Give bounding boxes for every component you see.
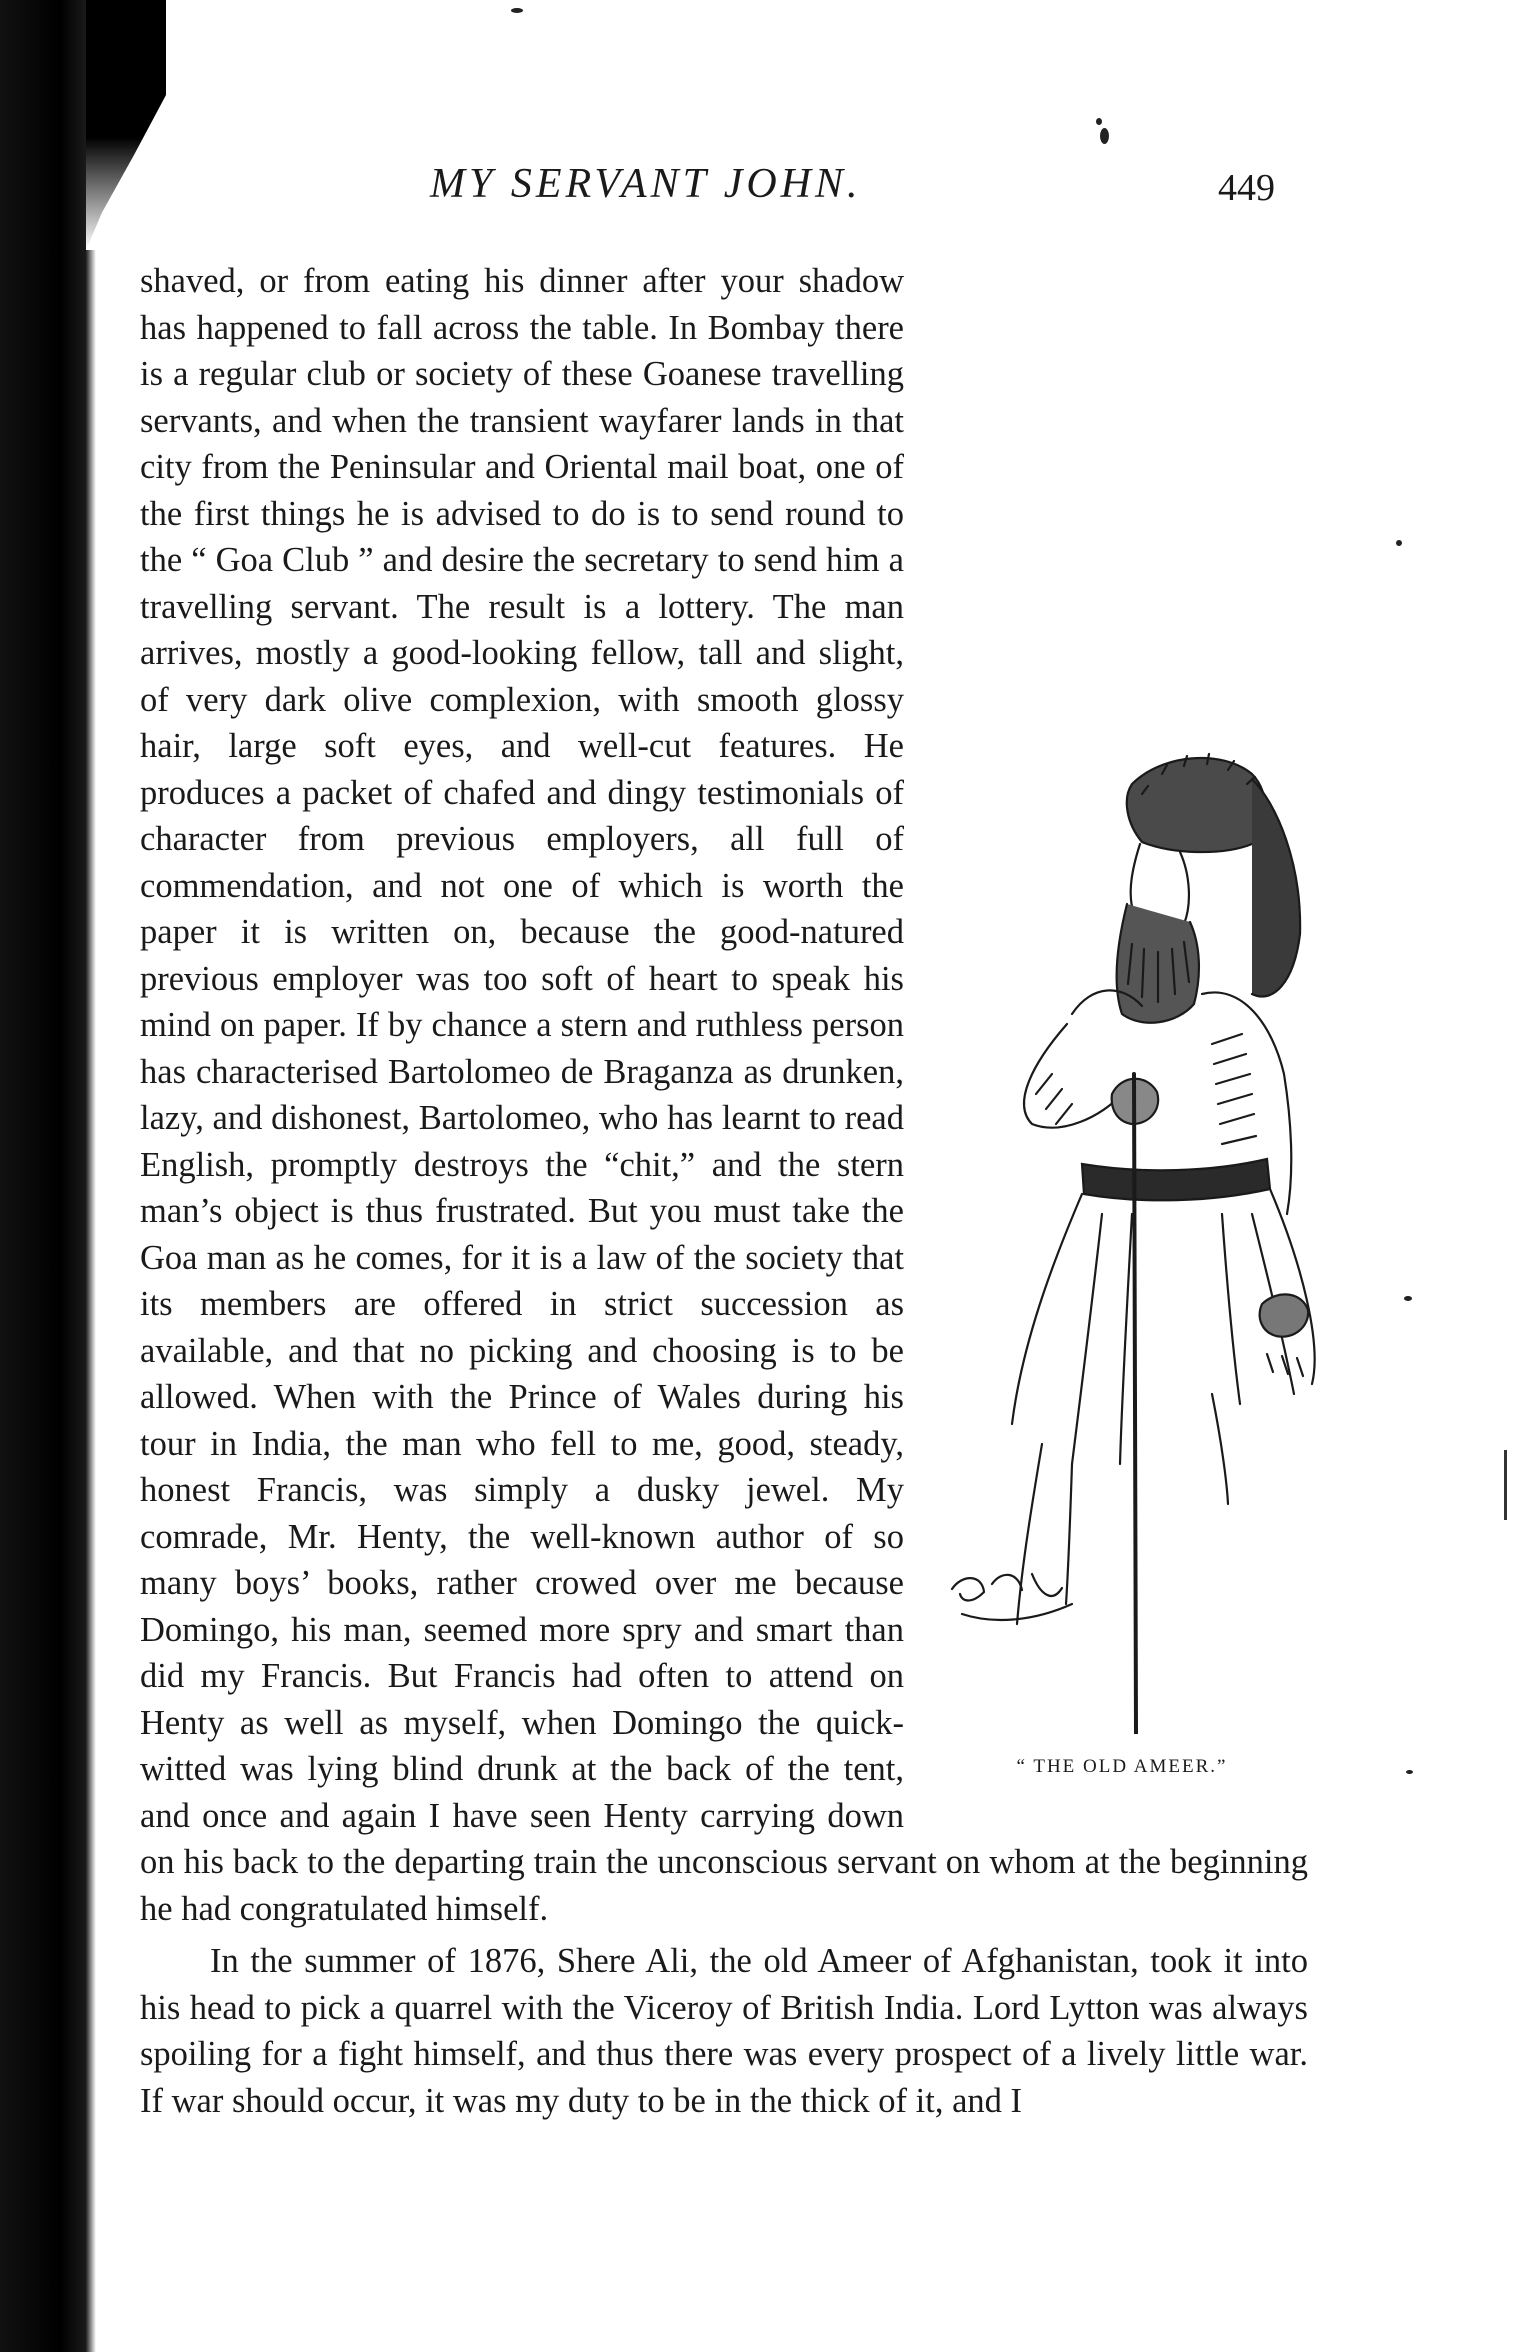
ink-speck <box>1406 1770 1413 1774</box>
paragraph-1: shaved, or from eating his dinner after your shadow has happened to fall across the table. In Bombay there is a regular club or society of these Goanese travelling servants, and when the transient wayfarer lands in that city from the Peninsular and Oriental mail boat, one of the first things he is advised to do is to send round to the “ Goa Club ” and desire the secretary to send him a travelling servant. The result is a lottery. The man arrives, mostly a good-looking fellow, tall and slight, of very dark olive complexion, with smooth glossy hair, large soft eyes, and well-cut features. He produces a packet of chafed and dingy testimonials of character from previous employers, all full of commendation, and not one of which is worth the paper it is written on, because the good-natured previous employer was too soft of heart to speak his mind on paper. If by chance a stern and ruthless person has characterised Bartolomeo de Braganza as drunken, lazy, and dishonest, Bartolomeo, who has learnt to read English, promptly destroys the “chit,” and the stern man’s object is thus frustrated. But you must take the Goa man as he comes, for it is a law of the society that its members are offered in strict succession as available, and that no picking and choosing is to be allowed. When with the Prince of Wales during his tour in India, the man who fell to me, good, steady, honest Francis, was simply a dusky jewel. My comrade, Mr. Henty, the well-known author of so many boys’ books, rather crowed over me because Domingo, his man, seemed more spry and smart than did my Francis. But Francis had often to attend on Henty as well as myself, when Domingo the quick-witted was lying blind drunk at the back of the tent, and once and again I have seen Henty carrying down on his back to the departing train the unconscious servant on whom at the beginning he had congratulated himself. <box>140 262 1308 1928</box>
page-body <box>140 258 1308 2124</box>
gutter-edge-shadow <box>86 250 96 2352</box>
figure-caption: “ THE OLD AMEER.” <box>1016 1756 1228 1777</box>
ink-speck <box>1100 128 1109 144</box>
ink-speck <box>1396 540 1402 546</box>
ink-speck <box>1404 1296 1412 1301</box>
paragraph-2: In the summer of 1876, Shere Ali, the old Ameer of Afghanistan, took it into his head to pick a quarrel with the Viceroy of British India. Lord Lytton was always spoiling for a fight himself, and thus there was every prospect of a lively little war. If war should occur, it was my duty to be in the thick of it, and I <box>140 1942 1308 2120</box>
book-gutter-shadow <box>0 0 86 2352</box>
running-title: MY SERVANT JOHN. <box>430 161 862 207</box>
page-number: 449 <box>1218 167 1275 209</box>
figure-old-ameer <box>922 744 1322 1800</box>
gutter-top-shadow <box>86 0 166 250</box>
margin-rule <box>1504 1450 1507 1520</box>
ink-speck <box>1096 118 1102 125</box>
ameer-engraving <box>922 744 1322 1734</box>
margin-marks <box>1396 0 1532 2352</box>
ink-speck <box>511 8 523 13</box>
